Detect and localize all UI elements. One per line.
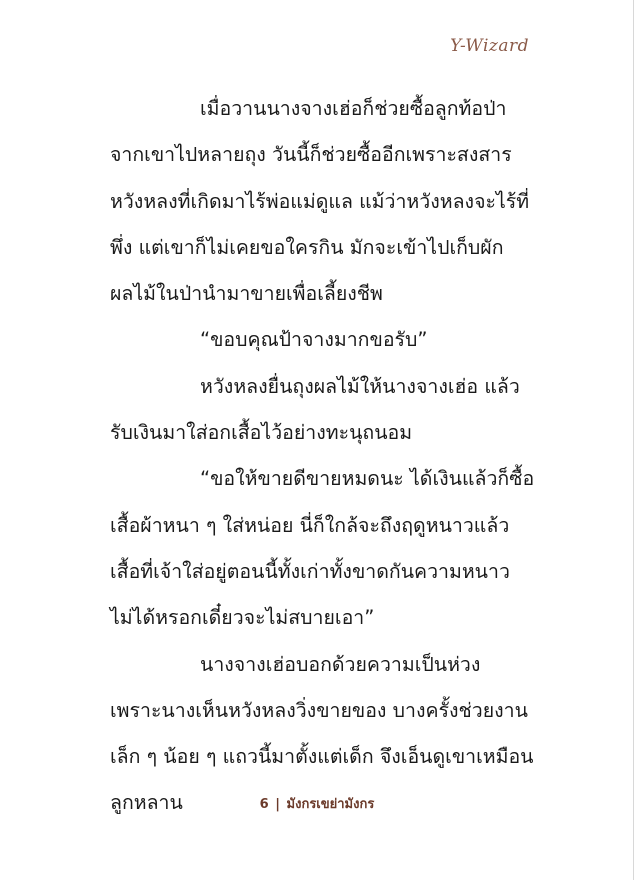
text-line: เพราะนางเห็นหวังหลงวิ่งขายของ บางครั้งช่วยงาน — [110, 698, 528, 722]
text-line: เสื้อที่เจ้าใส่อยู่ตอนนี้ทั้งเก่าทั้งขาดกันความหนาว — [110, 559, 510, 583]
text-line: “ขอให้ขายดีขายหมดนะ ได้เงินแล้วก็ซื้อ — [200, 467, 535, 491]
brand-logo: Y-Wizard — [450, 36, 529, 56]
text-line: รับเงินมาใส่อกเสื้อไว้อย่างทะนุถนอม — [110, 421, 413, 445]
page-number: 6 — [259, 797, 269, 812]
text-line: ลูกหลาน — [110, 791, 183, 815]
text-line: เสื้อผ้าหนา ๆ ใส่หน่อย นี่ก็ใกล้จะถึงฤดูหนาวแล้ว — [110, 513, 510, 537]
text-line: ผลไม้ในป่านำมาขายเพื่อเลี้ยงชีพ — [110, 282, 383, 306]
text-line: หวังหลงยื่นถุงผลไม้ให้นางจางเฮ่อ แล้ว — [200, 374, 520, 398]
page-footer — [0, 793, 634, 814]
body-text — [110, 86, 550, 827]
text-line: นางจางเฮ่อบอกด้วยความเป็นห่วง — [200, 652, 481, 676]
text-line: ไม่ได้หรอกเดี๋ยวจะไม่สบายเอา” — [110, 606, 375, 630]
text-line: พึ่ง แต่เขาก็ไม่เคยขอใครกิน มักจะเข้าไปเก็บผัก — [110, 235, 504, 259]
text-line: หวังหลงที่เกิดมาไร้พ่อแม่ดูแล แม้ว่าหวังหลงจะไร้ที่ — [110, 189, 530, 213]
text-line: จากเขาไปหลายถุง วันนี้ก็ช่วยซื้ออีกเพราะสงสาร — [110, 143, 512, 167]
text-line: “ขอบคุณป้าจางมากขอรับ” — [200, 328, 428, 352]
book-title: มังกรเขย่ามังกร — [286, 797, 375, 812]
footer-separator: | — [275, 797, 280, 812]
text-line: เมื่อวานนางจางเฮ่อก็ช่วยซื้อลูกท้อป่า — [200, 97, 507, 120]
text-line: เล็ก ๆ น้อย ๆ แถวนี้มาตั้งแต่เด็ก จึงเอ็นดูเขาเหมือน — [110, 745, 534, 769]
